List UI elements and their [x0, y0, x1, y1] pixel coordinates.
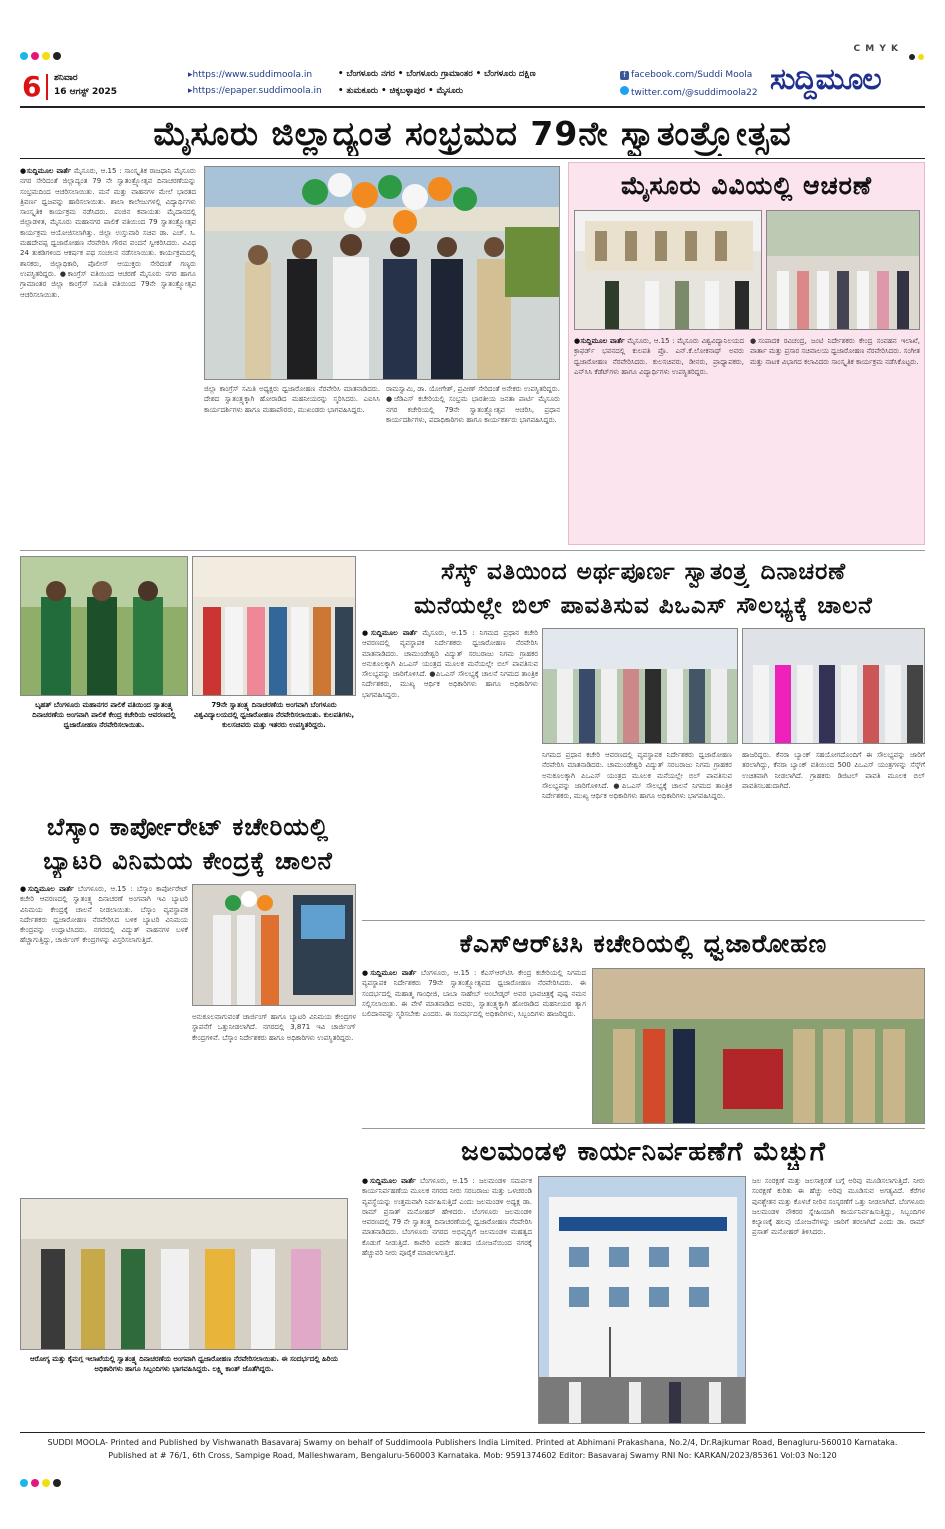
story6-text-2: ಜಲ ಸಂರಕ್ಷಣೆ ಮತ್ತು ಜಲಸಾಕ್ಷರತೆ ಬಗ್ಗೆ ಅರಿವು ಮೂಡಿಸಲಾಗುತ್ತಿದೆ. ನೀರು ಸಂರಕ್ಷಣೆ ಕುರಿತು ಈ ಹೆಚ್ಚು ಅರಿವು ಮೂಡಿಸುವ ಅಗತ್ಯವಿದೆ. ಕೆರೆಗಳ ಪುನಶ್ಚೇತನ ಮತ್ತು ಕೊಳಚೆ ನೀರಿನ ಸಂಸ್ಕರಣೆಗೆ ಒತ್ತು ನೀಡಲಾಗಿದೆ. ಬೆಂಗಳೂರು ಜಲಮಂಡಳಿ ನೌಕರರ ಸ್ನೇಹಿಯಾಗಿ ಕಾರ್ಯನಿರ್ವಹಿಸುತ್ತಿದ್ದು, ಸಿಬ್ಬಂದಿಗಳ ಕಲ್ಯಾಣಕ್ಕೆ ಹಲವು ಯೋಜನೆಗಳನ್ನು ಜಾರಿಗೆ ತರಲಾಗಿದೆ ಎಂದು ಡಾ. ರಾಮ್ ಪ್ರಸಾತ್ ಮನೋಹರ್ ತಿಳಿಸಿದರು.: [752, 1177, 925, 1237]
bwssb-building-photo: [539, 1177, 746, 1424]
cesc-group-photo: [743, 629, 925, 744]
story2-byline: ●ಸುದ್ದಿಮೂಲ ವಾರ್ತೆ: [574, 337, 625, 345]
registration-dots-right: [909, 45, 927, 64]
story2-column-2: [750, 336, 920, 540]
story4-text-2: ಅನುಕೂಲವಾಗುವಂತೆ ಚಾರ್ಜಿಂಗ್ ಹಾಗೂ ಬ್ಯಾಟರಿ ವಿನಿಮಯ ಕೇಂದ್ರಗಳ ಸ್ಥಾಪನೆಗೆ ಒತ್ತುನೀಡಲಾಗಿದೆ. ನಗರದಲ್ಲಿ 3,871 ಇವಿ ಚಾರ್ಜಿಂಗ್ ಕೇಂದ್ರಗಳಿವೆ. ಬೆಸ್ಕಾಂ ನಿರ್ದೇಶಕರು ಹಾಗೂ ಅಧಿಕಾರಿಗಳು ಉಪಸ್ಥಿತರಿದ್ದರು.: [192, 1013, 356, 1042]
health-dept-caption: ಆರೋಗ್ಯ ಮತ್ತು ಕೈಮಗ್ಗ ಇಲಾಖೆಯಲ್ಲಿ ಸ್ವಾತಂತ್ರ್ಯ ದಿನಾಚರಣೆಯ ಅಂಗವಾಗಿ ಧ್ವಜಾರೋಹಣ ನೆರವೇರಿಸಲಾಯಿತು. ಈ ಸಂದರ್ಭದಲ್ಲಿ ಹಿರಿಯ ಅಧಿಕಾರಿಗಳು ಹಾಗೂ ಸಿಬ್ಬಂದಿಗಳು ಭಾಗವಹಿಸಿದ್ದರು. ಲಕ್ಷ್ಮಿ ಕಾಂತ್ ಜೊತೆಗಿದ್ದರು.: [30, 1355, 338, 1373]
bangalore-university-photo: [193, 557, 356, 696]
section-rule-2: [362, 920, 925, 921]
story6-byline: ●ಸುದ್ದಿಮೂಲ ವಾರ್ತೆ: [362, 1177, 416, 1185]
story1-column-4: [386, 384, 560, 541]
registration-dots: [20, 45, 64, 64]
editions-row-1: • ಬೆಂಗಳೂರು ನಗರ • ಬೆಂಗಳೂರು ಗ್ರಾಮಾಂತರ • ಬೆಂಗಳೂರು ದಕ್ಷಿಣ: [338, 69, 536, 79]
health-dept-photo: [20, 1198, 348, 1350]
university-photo: [192, 556, 356, 696]
bescom-photo: [192, 884, 356, 1006]
story1-text-1: ಸಾಂಸ್ಕೃತಿಕ ರಾಜಧಾನಿ ಮೈಸೂರು ನಗರ ಸೇರಿದಂತೆ ಜಿಲ್ಲಾದ್ಯಂತ 79 ನೇ ಸ್ವಾತಂತ್ರ್ಯೋತ್ಸವ ದಿನಾಚರಣೆಯನ್ನು ಸಂಭ್ರಮದಿಂದ ಆಚರಿಸಲಾಯಿತು. ಮನೆ ಮತ್ತು ವಾಹನಗಳ ಮೇಲೆ ಭಾರತದ ತ್ರಿವರ್ಣ ಧ್ವಜವನ್ನು ಹಾರಿಸಲಾಯಿತು. ಶಾಲಾ ಕಾಲೇಜುಗಳಲ್ಲಿ ವಿದ್ಯಾರ್ಥಿಗಳು ಸಾಂಸ್ಕೃತಿಕ ಕಾರ್ಯಕ್ರಮ ನಡೆಸಿದರು. ಪಂಜಿನ ಕವಾಯತು ಮೈದಾನದಲ್ಲಿ ಜಿಲ್ಲಾಡಳಿತ, ಮೈಸೂರು ಮಹಾನಗರ ಪಾಲಿಕೆ ವತಿಯಿಂದ 79 ಸ್ವಾತಂತ್ರ್ಯೋತ್ಸವ ಕಾರ್ಯಕ್ರಮ ಆಯೋಜಿಸಲಾಗಿತ್ತು. ಜಿಲ್ಲಾ ಉಸ್ತುವಾರಿ ಸಚಿವ ಡಾ. ಎಚ್. ಸಿ. ಮಹದೇವಪ್ಪ ಧ್ವಜಾರೋಹಣ ನೆರವೇರಿಸಿ ಗೌರವ ವಂದನೆ ಸ್ವೀಕರಿಸಿದರು. ವಿವಿಧ 24 ತುಕಡಿಗಳಿಂದ ಆಕರ್ಷಕ ಪಥ ಸಂಚಲನ ನಡೆಸಲಾಯಿತು. ಕಾರ್ಯಕ್ರಮದಲ್ಲಿ ಶಾಸಕರು, ಜಿಲ್ಲಾಧಿಕಾರಿ, ಪೊಲೀಸ್ ಆಯುಕ್ತರು ಸೇರಿದಂತೆ ಗಣ್ಯರು ಉಪಸ್ಥಿತರಿದ್ದರು. ●ಕಾಂಗ್ರೆಸ್ ವತಿಯಿಂದ ಆಚರಣೆ ಮೈಸೂರು ನಗರ ಹಾಗೂ ಗ್ರಾಮಾಂತರ ಜಿಲ್ಲಾ ಕಾಂಗ್ರೆಸ್ ಸಮಿತಿ ವತಿಯಿಂದ 79ನೇ ಸ್ವಾತಂತ್ರ್ಯೋತ್ಸವ ಆಚರಿಸಲಾಯಿತು.: [20, 167, 196, 299]
page-number: 6: [22, 70, 42, 103]
health-dept-group-photo: [21, 1199, 348, 1350]
story2-column-1: [574, 336, 744, 540]
story4-headline-2: ಬ್ಯಾಟರಿ ವಿನಿಮಯ ಕೇಂದ್ರಕ್ಕೆ ಚಾಲನೆ: [43, 847, 333, 875]
cesc-photo-1: [542, 628, 738, 744]
issue-day: ಶನಿವಾರ: [54, 73, 78, 83]
issue-date: 16 ಆಗಸ್ಟ್ 2025: [54, 87, 117, 97]
university-photo-2: [767, 211, 920, 330]
cyan-dot: [20, 52, 28, 60]
story3-headline-1: ಸೆಸ್ಕ್ ವತಿಯಿಂದ ಅರ್ಥಪೂರ್ಣ ಸ್ವಾತಂತ್ರ್ಯ ದಿನಾಚರಣೆ: [440, 559, 847, 585]
story1-rule: [20, 158, 925, 159]
university-photo-1: [575, 211, 762, 330]
story2-headline: ಮೈಸೂರು ವಿವಿಯಲ್ಲಿ ಆಚರಣೆ: [620, 171, 873, 200]
cesc-photo-2: [742, 628, 925, 744]
ksrtc-photo: [592, 968, 925, 1124]
story4-headline-1: ಬೆಸ್ಕಾಂ ಕಾರ್ಪೋರೇಟ್ ಕಚೇರಿಯಲ್ಲಿ: [46, 813, 330, 841]
story3-byline: ●ಸುದ್ದಿಮೂಲ ವಾರ್ತೆ: [362, 629, 418, 637]
story5-dateline: ಬೆಂಗಳೂರು, ಆ.15 :: [416, 969, 477, 977]
epaper-link[interactable]: ▸https://epaper.suddimoola.in: [188, 86, 322, 96]
twitter-icon: [620, 86, 629, 95]
story1-text-4: ರಾಮಸ್ವಾಮಿ, ಡಾ. ಯೋಗೇಶ್, ಪ್ರವೀಣ್ ಸೇರಿದಂತೆ ಅನೇಕರು ಉಪಸ್ಥಿತರಿದ್ದರು. ●ಜೆಡಿಎಸ್ ಕಚೇರಿಯಲ್ಲಿ ಸಂಭ್ರಮ ಭಾರತೀಯ ಜನತಾ ಪಾರ್ಟಿ ಮೈಸೂರು ನಗರ ಕಚೇರಿಯಲ್ಲಿ 79ನೇ ಸ್ವಾತಂತ್ರ್ಯೋತ್ಸವ ಆಚರಿಸಿ, ಪ್ರಧಾನ ಕಾರ್ಯದರ್ಶಿಗಳು, ಪದಾಧಿಕಾರಿಗಳು ಹಾಗೂ ಕಾರ್ಯಕರ್ತರು ಭಾಗವಹಿಸಿದ್ದರು.: [386, 385, 560, 424]
story3-column-3: [742, 750, 925, 914]
story6-dateline: ಬೆಂಗಳೂರು, ಆ.15 :: [415, 1177, 475, 1185]
yellow-dot: [42, 52, 50, 60]
story2-text-1: ಮೈಸೂರು ವಿಶ್ವವಿದ್ಯಾನಿಲಯದ ಕ್ರಾಫರ್ಡ್ ಭವನದಲ್ಲಿ ಕುಲಪತಿ ಪ್ರೊ. ಎನ್.ಕೆ.ಲೋಕನಾಥ್ ಅವರು ಧ್ವಜಾರೋಹಣ ನೆರವೇರಿಸಿದರು. ಕುಲಸಚಿವರು, ಡೀನರು, ಪ್ರಾಧ್ಯಾಪಕರು, ಎನ್‌ಸಿಸಿ ಕೆಡೆಟ್‌ಗಳು ಹಾಗೂ ವಿದ್ಯಾರ್ಥಿಗಳು ಉಪಸ್ಥಿತರಿದ್ದರು.: [574, 337, 744, 376]
story2-photo-1: [574, 210, 762, 330]
story4-dateline: ಬೆಂಗಳೂರು, ಆ.15 :: [73, 885, 133, 893]
story4-column-1: [20, 884, 188, 1194]
story2-photo-2: [766, 210, 920, 330]
website-link[interactable]: ▸https://www.suddimoola.in: [188, 70, 313, 80]
story6-column-2: [752, 1176, 925, 1424]
story6-headline: ಜಲಮಂಡಳಿ ಕಾರ್ಯನಿರ್ವಹಣೆಗೆ ಮೆಚ್ಚುಗೆ: [461, 1137, 826, 1167]
masthead-rule: [20, 106, 925, 108]
footer-imprint-1: SUDDI MOOLA- Printed and Published by Vishwanath Basavaraj Swamy on behalf of Suddimoola Publishers India Limited. Printed at Abhimani Prakashana, No.2/4, Dr.Rajkumar Road, Benagluru-560010 Karnataka.: [47, 1438, 898, 1447]
story6-text-1: ಜಲಮಂಡಳಿ ಸಮರ್ಪಕ ಕಾರ್ಯನಿರ್ವಹಣೆಯ ಮೂಲಕ ನಗರದ ನೀರು ಸರಬರಾಜು ಮತ್ತು ಒಳಚರಂಡಿ ವ್ಯವಸ್ಥೆಯನ್ನು ಉತ್ತಮವಾಗಿ ನಿರ್ವಹಿಸುತ್ತಿದೆ ಎಂದು ಜಲಮಂಡಳಿ ಅಧ್ಯಕ್ಷ ಡಾ. ರಾಮ್ ಪ್ರಸಾತ್ ಮನೋಹರ್ ಹೇಳಿದರು. ಬೆಂಗಳೂರು ಜಲಮಂಡಳಿ ಆವರಣದಲ್ಲಿ 79 ನೇ ಸ್ವಾತಂತ್ರ್ಯ ದಿನಾಚರಣೆಯಲ್ಲಿ ಧ್ವಜಾರೋಹಣ ನೆರವೇರಿಸಿ ಮಾತನಾಡಿದರು. ಬೆಂಗಳೂರು ನಗರದ ಅಭಿವೃದ್ಧಿಗೆ ಜಲಮಂಡಳಿ ಮಹತ್ವದ ಕೊಡುಗೆ ನೀಡುತ್ತಿದೆ. ಕಾವೇರಿ ಐದನೇ ಹಂತದ ಯೋಜನೆಯಿಂದ ನಗರಕ್ಕೆ ಹೆಚ್ಚುವರಿ ನೀರು ಪೂರೈಕೆ ಮಾಡಲಾಗುತ್ತಿದೆ.: [362, 1177, 532, 1258]
story1-byline: ●ಸುದ್ದಿಮೂಲ ವಾರ್ತೆ: [20, 167, 72, 175]
cesc-flag-photo: [543, 629, 738, 744]
page-number-divider: [46, 74, 48, 100]
story3-column-2: [542, 750, 732, 914]
twitter-link[interactable]: twitter.com/@suddimoola22: [620, 86, 758, 98]
story4-text-1: ಬೆಸ್ಕಾಂ ಕಾರ್ಪೋರೇಟ್ ಕಚೇರಿ ಆವರಣದಲ್ಲಿ ಸ್ವಾತಂತ್ರ್ಯ ದಿನಾಚರಣೆ ಅಂಗವಾಗಿ ಇವಿ ಬ್ಯಾಟರಿ ವಿನಿಮಯ ಕೇಂದ್ರಕ್ಕೆ ಚಾಲನೆ ನೀಡಲಾಯಿತು. ಬೆಸ್ಕಾಂ ವ್ಯವಸ್ಥಾಪಕ ನಿರ್ದೇಶಕರು ಧ್ವಜಾರೋಹಣ ನೆರವೇರಿಸಿದ ಬಳಿಕ ಬ್ಯಾಟರಿ ವಿನಿಮಯ ಕೇಂದ್ರವನ್ನು ಉದ್ಘಾಟಿಸಿದರು. ನಗರದಲ್ಲಿ ವಿದ್ಯುತ್ ವಾಹನಗಳ ಬಳಕೆ ಹೆಚ್ಚಾಗುತ್ತಿದ್ದು, ಚಾರ್ಜಿಂಗ್ ಕೇಂದ್ರಗಳನ್ನು ವಿಸ್ತರಿಸಲಾಗುತ್ತಿದೆ.: [20, 885, 188, 945]
cmyk-marker: C M Y K: [853, 44, 899, 54]
story3-dateline: ಮೈಸೂರು, ಆ.15 :: [417, 629, 475, 637]
story1-photo-flag-hoisting: [204, 166, 560, 380]
story4-byline: ●ಸುದ್ದಿಮೂಲ ವಾರ್ತೆ: [20, 885, 74, 893]
story6-column-1: [362, 1176, 532, 1424]
arrow-icon: ▸: [188, 86, 193, 96]
story5-byline: ●ಸುದ್ದಿಮೂಲ ವಾರ್ತೆ: [362, 969, 417, 977]
facebook-link[interactable]: f facebook.com/Suddi Moola: [620, 70, 752, 80]
facebook-icon: f: [620, 71, 629, 80]
bwssb-photo: [538, 1176, 746, 1424]
story1-column-3: [204, 384, 380, 541]
story3-headline-2: ಮನೆಯಲ್ಲೇ ಬಿಲ್ ಪಾವತಿಸುವ ಪಿಒಎಸ್ ಸೌಲಭ್ಯಕ್ಕೆ ಚಾಲನೆ: [414, 593, 873, 619]
footer-rule: [20, 1432, 925, 1433]
story3-column-1: [362, 628, 538, 914]
black-dot: [53, 52, 61, 60]
story1-dateline: ಮೈಸೂರು, ಆ.15 :: [71, 167, 122, 175]
newspaper-logo: ಸುದ್ದಿಮೂಲ: [770, 62, 881, 97]
bbmp-flag-photo: [21, 557, 188, 696]
story5-text: ಕೆಎಸ್‌ಆರ್‌ಟಿಸಿ ಕೇಂದ್ರ ಕಚೇರಿಯಲ್ಲಿ ನಿಗಮದ ವ್ಯವಸ್ಥಾಪಕ ನಿರ್ದೇಶಕರು 79ನೇ ಸ್ವಾತಂತ್ರ್ಯೋತ್ಸವದ ಧ್ವಜಾರೋಹಣ ನೆರವೇರಿಸಿದರು. ಈ ಸಂದರ್ಭದಲ್ಲಿ ಮಹಾತ್ಮ ಗಾಂಧೀಜಿ, ಬಾಬಾ ಸಾಹೇಬ್ ಅಂಬೇಡ್ಕರ್ ಅವರ ಭಾವಚಿತ್ರಕ್ಕೆ ಪುಷ್ಪ ನಮನ ಸಲ್ಲಿಸಲಾಯಿತು. ಈ ವೇಳೆ ಮಾತನಾಡಿದ ಅವರು, ಸ್ವಾತಂತ್ರ್ಯಕ್ಕಾಗಿ ಹೋರಾಡಿದ ಮಹನೀಯರ ತ್ಯಾಗ ಬಲಿದಾನವನ್ನು ಸ್ಮರಿಸಬೇಕು ಎಂದರು. ಈ ಸಂದರ್ಭದಲ್ಲಿ ಅಧಿಕಾರಿಗಳು, ಸಿಬ್ಬಂದಿಗಳು ಹಾಜರಿದ್ದರು.: [362, 969, 586, 1019]
story3-text-1: ನಿಗಮದ ಪ್ರಧಾನ ಕಚೇರಿ ಆವರಣದಲ್ಲಿ ವ್ಯವಸ್ಥಾಪಕ ನಿರ್ದೇಶಕರು ಧ್ವಜಾರೋಹಣ ನೆರವೇರಿಸಿ ಮಾತನಾಡಿದರು. ಚಾಮುಂಡೇಶ್ವರಿ ವಿದ್ಯುತ್ ಸರಬರಾಜು ನಿಗಮ ಗ್ರಾಹಕರ ಅನುಕೂಲಕ್ಕಾಗಿ ಪಿಒಎಸ್ ಯಂತ್ರದ ಮೂಲಕ ಮನೆಯಲ್ಲೇ ಬಿಲ್ ಪಾವತಿಸುವ ಸೌಲಭ್ಯವನ್ನು ಜಾರಿಗೊಳಿಸಿದೆ. ●ಪಿಒಎಸ್ ಸೌಲಭ್ಯಕ್ಕೆ ಚಾಲನೆ ನಿಗಮದ ತಾಂತ್ರಿಕ ನಿರ್ದೇಶಕರು, ಮುಖ್ಯ ಆರ್ಥಿಕ ಅಧಿಕಾರಿಗಳು ಹಾಗೂ ಅಧಿಕಾರಿಗಳು ಭಾಗವಹಿಸಿದ್ದರು.: [362, 629, 538, 699]
flag-hoisting-photo: [205, 167, 560, 380]
story3-text-2: ಹಾಜರಿದ್ದರು. ಕೆನರಾ ಬ್ಯಾಂಕ್ ಸಹಯೋಗದೊಂದಿಗೆ ಈ ಸೌಲಭ್ಯವನ್ನು ಜಾರಿಗೆ ತರಲಾಗಿದ್ದು, ಕೆನರಾ ಬ್ಯಾಂಕ್ ವತಿಯಿಂದ 500 ಪಿಒಎಸ್ ಯಂತ್ರಗಳನ್ನು ಸೆಸ್ಕ್‌ಗೆ ಉಚಿತವಾಗಿ ನೀಡಲಾಗಿದೆ. ಗ್ರಾಹಕರು ಡಿಜಿಟಲ್ ಪಾವತಿ ಮೂಲಕ ಬಿಲ್ ಪಾವತಿಸಬಹುದಾಗಿದೆ.: [742, 751, 925, 790]
story5-body: [362, 968, 586, 1124]
story1-text-3: ಜಿಲ್ಲಾ ಕಾಂಗ್ರೆಸ್ ಸಮಿತಿ ಅಧ್ಯಕ್ಷರು ಧ್ವಜಾರೋಹಣ ನೆರವೇರಿಸಿ ಮಾತನಾಡಿದರು. ದೇಶದ ಸ್ವಾತಂತ್ರ್ಯಕ್ಕಾಗಿ ಹೋರಾಡಿದ ಮಹನೀಯರನ್ನು ಸ್ಮರಿಸಿದರು. ಎಐಸಿಸಿ ಕಾರ್ಯದರ್ಶಿಗಳು ಹಾಗೂ ಮಹಾಪೌರರು, ಮುಖಂಡರು ಭಾಗವಹಿಸಿದ್ದರು.: [204, 385, 380, 414]
story5-headline: ಕೆಎಸ್‌ಆರ್‌ಟಿಸಿ ಕಚೇರಿಯಲ್ಲಿ ಧ್ವಜಾರೋಹಣ: [459, 929, 828, 958]
story1-column-1: [20, 166, 196, 541]
story4-column-2: [192, 1012, 356, 1194]
footer-imprint-2: Published at # 76/1, 6th Cross, Sampige Road, Malleshwaram, Bengaluru-560003 Karnataka. Mob: 9591374602 Editor: Basavaraj Swamy RNI No: KARKAN/2023/85361 Vol:03 No:120: [108, 1451, 837, 1460]
university-photo-caption: 79ನೇ ಸ್ವಾತಂತ್ರ್ಯ ದಿನಾಚರಣೆಯ ಅಂಗವಾಗಿ ಬೆಂಗಳೂರು ವಿಶ್ವವಿದ್ಯಾಲಯದಲ್ಲಿ ಧ್ವಜಾರೋಹಣ ನೆರವೇರಿಸಲಾಯಿತು. ಕುಲಪತಿಗಳು, ಕುಲಸಚಿವರು ಮತ್ತು ಇತರರು ಉಪಸ್ಥಿತರಿದ್ದರು.: [193, 701, 355, 729]
bbmp-photo-caption: ಬೃಹತ್ ಬೆಂಗಳೂರು ಮಹಾನಗರ ಪಾಲಿಕೆ ವತಿಯಿಂದ ಸ್ವಾತಂತ್ರ್ಯ ದಿನಾಚರಣೆಯ ಅಂಗವಾಗಿ ಪಾಲಿಕೆ ಕೇಂದ್ರ ಕಚೇರಿಯ ಆವರಣದಲ್ಲಿ ಧ್ವಜಾರೋಹಣ ನೆರವೇರಿಸಲಾಯಿತು.: [32, 701, 176, 729]
bbmp-photo: [20, 556, 188, 696]
battery-station-photo: [193, 885, 356, 1006]
story1-headline: ಮೈಸೂರು ಜಿಲ್ಲಾದ್ಯಂತ ಸಂಭ್ರಮದ 79ನೇ ಸ್ವಾತಂತ್ರ್ಯೋತ್ಸವ: [153, 114, 792, 153]
editions-row-2: • ತುಮಕೂರು • ಚಿಕ್ಕಬಳ್ಳಾಪುರ • ಮೈಸೂರು: [338, 86, 463, 96]
story3-text-2a: ನಿಗಮದ ಪ್ರಧಾನ ಕಚೇರಿ ಆವರಣದಲ್ಲಿ ವ್ಯವಸ್ಥಾಪಕ ನಿರ್ದೇಶಕರು ಧ್ವಜಾರೋಹಣ ನೆರವೇರಿಸಿ ಮಾತನಾಡಿದರು. ಚಾಮುಂಡೇಶ್ವರಿ ವಿದ್ಯುತ್ ಸರಬರಾಜು ನಿಗಮ ಗ್ರಾಹಕರ ಅನುಕೂಲಕ್ಕಾಗಿ ಪಿಒಎಸ್ ಯಂತ್ರದ ಮೂಲಕ ಮನೆಯಲ್ಲೇ ಬಿಲ್ ಪಾವತಿಸುವ ಸೌಲಭ್ಯವನ್ನು ಜಾರಿಗೊಳಿಸಿದೆ. ●ಪಿಒಎಸ್ ಸೌಲಭ್ಯಕ್ಕೆ ಚಾಲನೆ ನಿಗಮದ ತಾಂತ್ರಿಕ ನಿರ್ದೇಶಕರು, ಮುಖ್ಯ ಆರ್ಥಿಕ ಅಧಿಕಾರಿಗಳು ಹಾಗೂ ಅಧಿಕಾರಿಗಳು ಭಾಗವಹಿಸಿದ್ದರು.: [542, 751, 732, 801]
section-rule-3: [362, 1128, 925, 1129]
story2-dateline: ಮೈಸೂರು, ಆ.15 :: [624, 337, 675, 345]
section-rule-1: [20, 550, 925, 551]
ksrtc-flag-photo: [593, 969, 925, 1124]
magenta-dot: [31, 52, 39, 60]
story2-text-2: ●ಸಂಪಾದಕ ರವಿಚಂದ್ರ, ಜಂಟಿ ನಿರ್ದೇಶಕರು ಕೇಂದ್ರ ಸಂವಹನ ಇಲಾಖೆ, ವಾರ್ತಾ ಮತ್ತು ಪ್ರಸಾರ ಸಚಿವಾಲಯ ಧ್ವಜಾರೋಹಣ ನೆರವೇರಿಸಿದರು. ಸಂಗೀತ ಮತ್ತು ನಾಟಕ ವಿಭಾಗದ ಕಲಾವಿದರು ಸಾಂಸ್ಕೃತಿಕ ಕಾರ್ಯಕ್ರಮ ನಡೆಸಿಕೊಟ್ಟರು.: [750, 337, 920, 366]
arrow-icon: ▸: [188, 70, 193, 80]
registration-dots-bottom: [20, 1472, 64, 1491]
